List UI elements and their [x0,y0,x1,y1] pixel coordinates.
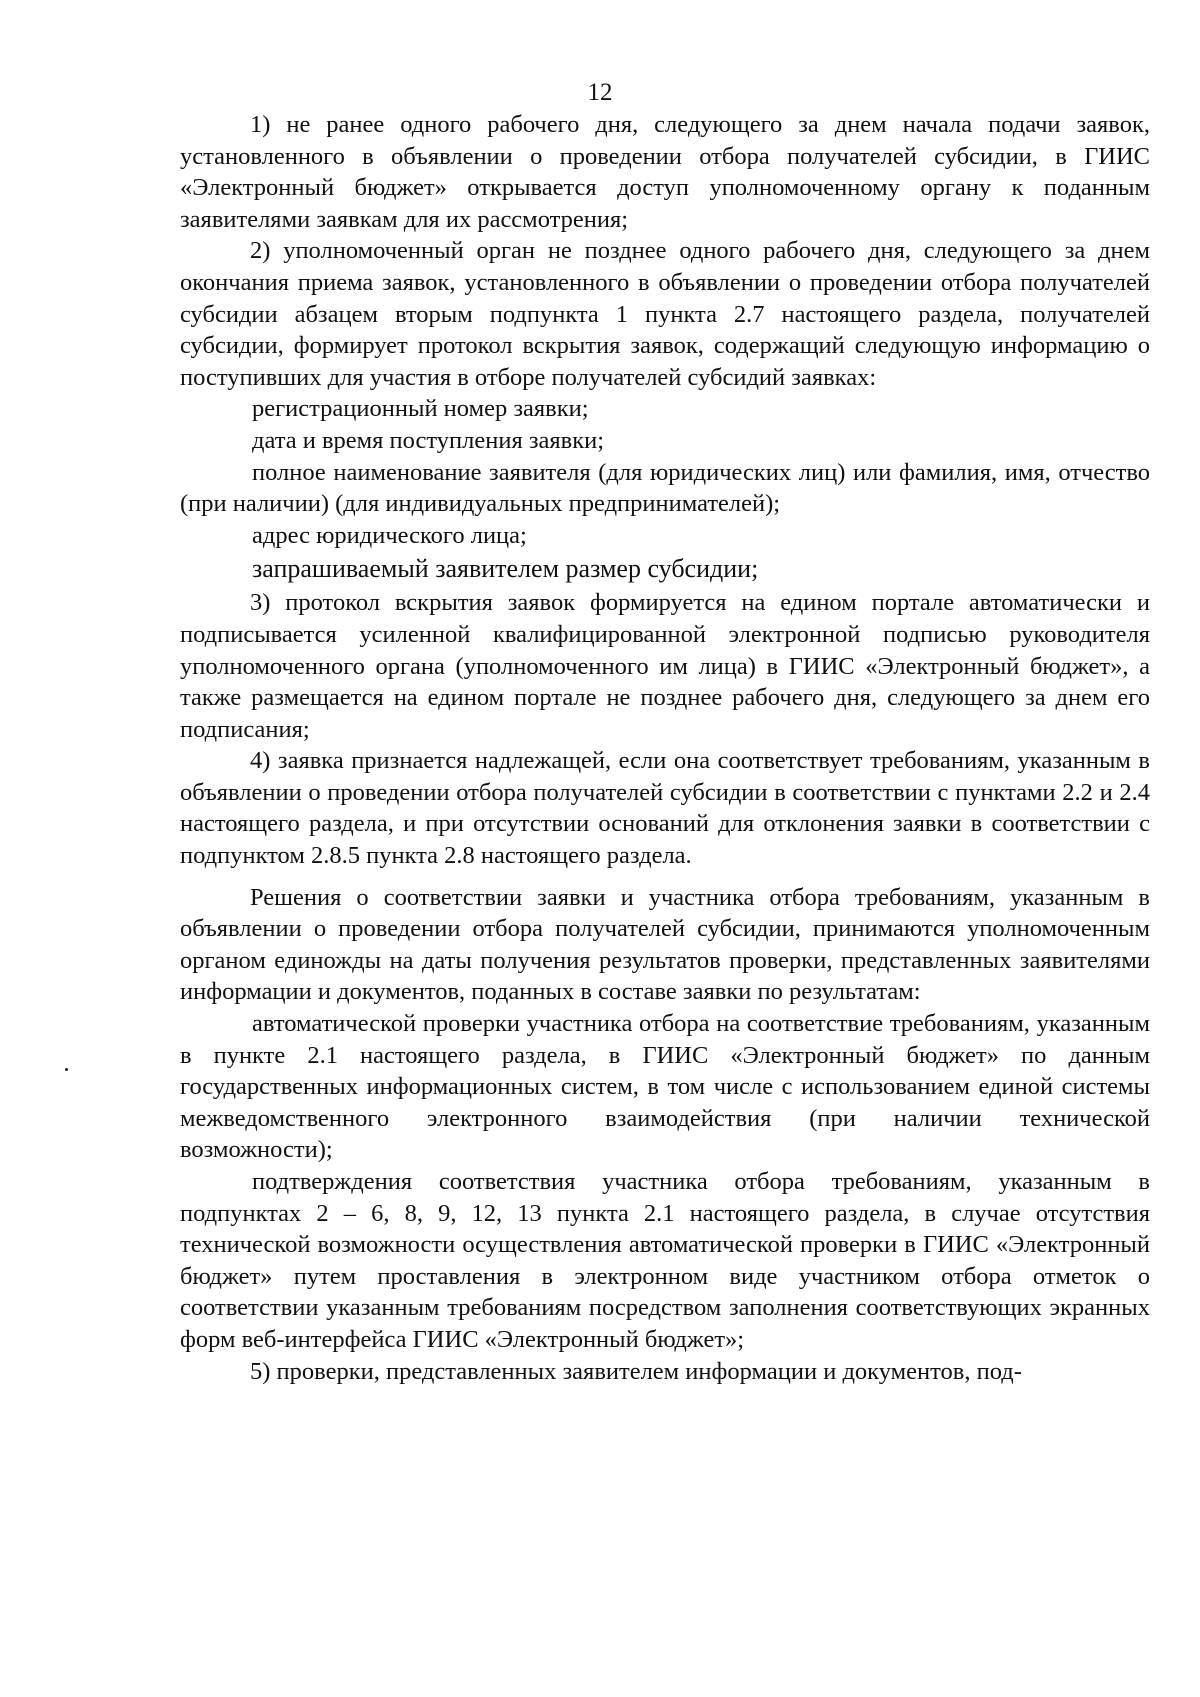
paragraph-decisions: Решения о соответствии заявки и участника отбора требованиям, указанным в объявлении о проведении отбора получателей субсидии, принимаются уполномоченным органом единожды на даты получения результатов проверки, представленных заявителями информации и документов, поданных в составе заявки по результатам: [180,883,1150,1006]
paragraph-item-2: 2) уполномоченный орган не позднее одного рабочего дня, следующего за днем окончания приема заявок, установленного в объявлении о проведении отбора получателей субсидии абзацем вторым подпункта 1 пункта 2.7 настоящего раздела, получателей субсидии, формирует протокол вскрытия заявок, содержащий следующую информацию о поступивших для участия в отборе получателей субсидий заявках: [180,237,1150,391]
paragraph-item-5: 5) проверки, представленных заявителем информации и документов, под- [250,1357,1022,1385]
page-number: 12 [587,79,613,106]
list-item-date-time: дата и время поступления заявки; [252,426,605,454]
paragraph-automatic-check: автоматической проверки участника отбора на соответствие требованиям, указанным в пункте 2.1 настоящего раздела, в ГИИС «Электронный бюджет» по данным государственных информационных систем, в том числе с использованием единой системы межведомственного электронного взаимодействия (при наличии технической возможности); [180,1010,1150,1164]
list-item-requested-amount: запрашиваемый заявителем размер субсидии; [252,554,759,584]
list-item-legal-address: адрес юридического лица; [252,521,527,549]
list-item-registration-number: регистрационный номер заявки; [252,395,589,423]
paragraph-item-3: 3) протокол вскрытия заявок формируется на едином портале автоматически и подписывается усиленной квалифицированной электронной подписью руководителя уполномоченного органа (уполномоченного им лица) в ГИИС «Электронный бюджет», а также размещается на едином портале не позднее рабочего дня, следующего за днем его подписания; [180,589,1150,743]
paragraph-item-4: 4) заявка признается надлежащей, если она соответствует требованиям, указанным в объявлении о проведении отбора получателей субсидии в соответствии с пунктами 2.2 и 2.4 настоящего раздела, и при отсутствии оснований для отклонения заявки в соответствии с подпунктом 2.8.5 пункта 2.8 настоящего раздела. [180,747,1150,870]
list-item-applicant-name: полное наименование заявителя (для юридических лиц) или фамилия, имя, отчество (при наличии) (для индивидуальных предпринимателей); [180,458,1150,518]
scan-speck [65,1068,68,1071]
document-body [180,109,1150,1387]
paragraph-confirmation: подтверждения соответствия участника отбора требованиям, указанным в подпунктах 2 – 6, 8, 9, 12, 13 пункта 2.1 настоящего раздела, в случае отсутствия технической возможности осуществления автоматической проверки в ГИИС «Электронный бюджет» путем проставления в электронном виде участником отбора отметок о соответствии указанным требованиям посредством заполнения соответствующих экранных форм веб-интерфейса ГИИС «Электронный бюджет»; [180,1168,1150,1353]
paragraph-item-1: 1) не ранее одного рабочего дня, следующего за днем начала подачи заявок, установленного в объявлении о проведении отбора получателей субсидии, в ГИИС «Электронный бюджет» открывается доступ уполномоченному органу к поданным заявителями заявкам для их рассмотрения; [180,111,1150,233]
